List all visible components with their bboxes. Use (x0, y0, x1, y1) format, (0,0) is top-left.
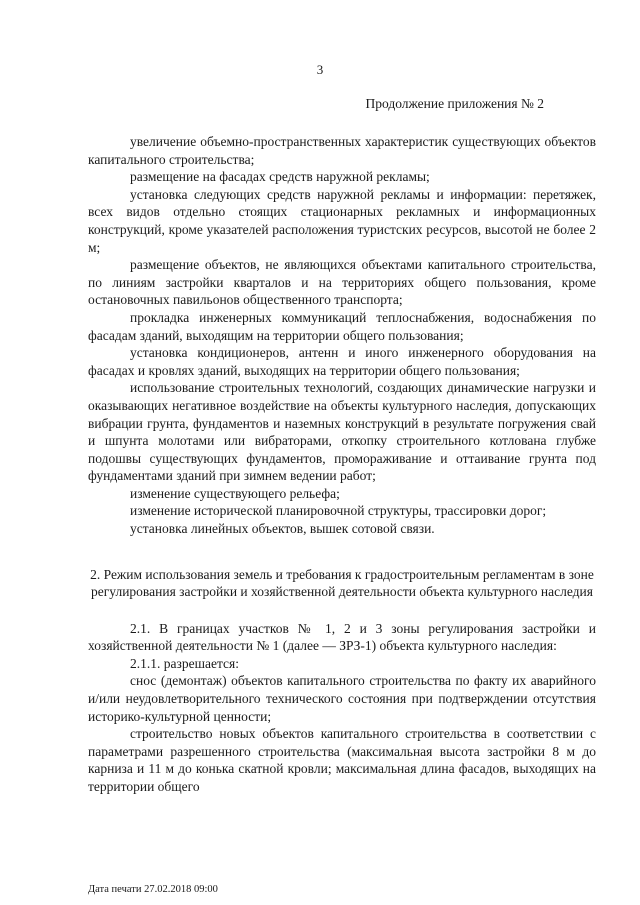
paragraph: 2.1. В границах участков № 1, 2 и 3 зоны регулирования застройки и хозяйственной деятельности № 1 (далее — ЗРЗ-1) объекта культурного наследия: (88, 620, 596, 654)
paragraph: прокладка инженерных коммуникаций теплоснабжения, водоснабжения по фасадам зданий, выходящим на территории общего пользования; (88, 309, 596, 343)
paragraph: установка следующих средств наружной рекламы и информации: перетяжек, всех видов отдельно стоящих стационарных рекламных и информационных конструкций, кроме указателей расположения туристских ресурсов, высотой не более 2 м; (88, 186, 596, 255)
document-body (88, 133, 596, 796)
paragraph: строительство новых объектов капитального строительства в соответствии с параметрами разрешенного строительства (максимальная высота застройки 8 м до карниза и 11 м до конька скатной кровли; максимальная длина фасадов, выходящих на территории общего (88, 726, 596, 794)
appendix-note: Продолжение приложения № 2 (365, 96, 544, 111)
paragraph: размещение на фасадах средств наружной рекламы; (130, 169, 430, 185)
paragraph: изменение существующего рельефа; (130, 485, 340, 501)
paragraph: увеличение объемно-пространственных характеристик существующих объектов капитального строительства; (88, 134, 596, 167)
paragraph: размещение объектов, не являющихся объектами капитального строительства, по линиям застройки кварталов и на территориях общего пользования, кроме остановочных павильонов общественного транспорта; (88, 257, 596, 308)
paragraph: установка кондиционеров, антенн и иного инженерного оборудования на фасадах и кровлях зданий, выходящих на территории общего пользования; (88, 345, 596, 378)
paragraph: 2.1.1. разрешается: (130, 655, 239, 671)
paragraph: снос (демонтаж) объектов капитального строительства по факту их аварийного и/или неудовлетворительного технического состояния при подтверждении отсутствия историко-культурной ценности; (88, 673, 596, 724)
section-heading: 2. Режим использования земель и требования к градостроительным регламентам в зоне регулирования застройки и хозяйственной деятельности объекта культурного наследия (90, 566, 594, 599)
paragraph: использование строительных технологий, создающих динамические нагрузки и оказывающих негативное воздействие на объекты культурного наследия, допускающих вибрации грунта, фундаментов и наземных конструкций в результате погружения свай и шпунта молотами или вибраторами, откопку строительного котлована глубже подошвы существующих фундаментов, промораживание и оттаивание грунта под фундаментами зданий при зимнем ведении работ; (88, 380, 596, 484)
page-number: 3 (316, 62, 324, 77)
paragraph: изменение исторической планировочной структуры, трассировки дорог; (130, 503, 547, 519)
print-date: Дата печати 27.02.2018 09:00 (88, 884, 218, 895)
paragraph: установка линейных объектов, вышек сотовой связи. (130, 521, 435, 537)
